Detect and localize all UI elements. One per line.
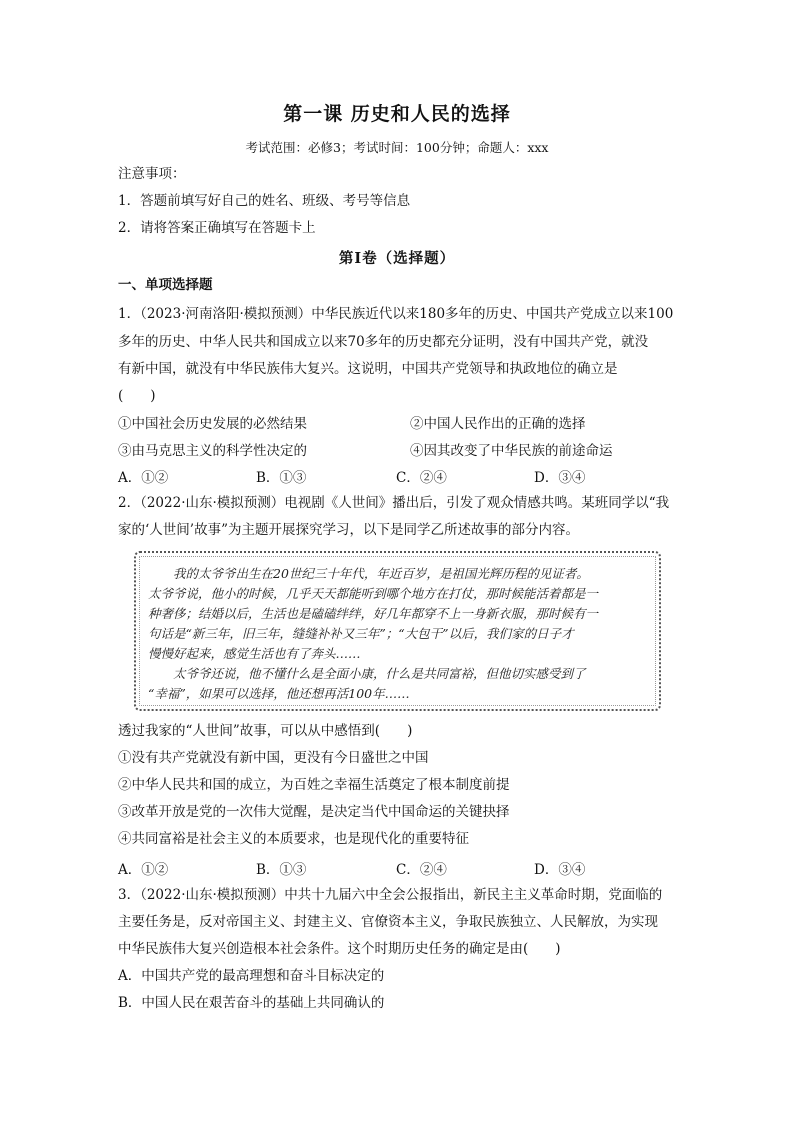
q2-choice-a[interactable]: A．①②: [118, 862, 169, 878]
q1-statement: ②中国人民作出的正确的选择: [410, 416, 586, 432]
part-title: 第I卷（选择题）: [338, 250, 456, 267]
q2-statement: ③改革开放是党的一次伟大觉醒，是决定当代中国命运的关键抉择: [118, 804, 510, 820]
q3-choice-b[interactable]: B．中国人民在艰苦奋斗的基础上共同确认的: [118, 995, 385, 1011]
q1-statement: ③由马克思主义的科学性决定的: [118, 443, 307, 459]
q2-choice-b[interactable]: B．①③: [256, 862, 307, 878]
quote-line: 太爷爷还说，他不懂什么是全面小康，什么是共同富裕，但他切实感受到了: [148, 666, 586, 681]
q3-text-line: 中华民族伟大复兴创造根本社会条件。这个时期历史任务的确定是由( ): [118, 941, 561, 957]
quote-line: 太爷爷说，他小的时候，几乎天天都能听到哪个地方在打仗，那时候能活着都是一: [148, 586, 599, 601]
q2-choice-c[interactable]: C．②④: [396, 862, 447, 878]
q1-statement: ①中国社会历史发展的必然结果: [118, 416, 307, 432]
quote-line: 我的太爷爷出生在20世纪三十年代，年近百岁，是祖国光辉历程的见证者。: [148, 566, 589, 581]
q2-statement: ②中华人民共和国的成立，为百姓之幸福生活奠定了根本制度前提: [118, 777, 510, 793]
q1-choice-c[interactable]: C．②④: [396, 470, 447, 486]
q2-statement: ④共同富裕是社会主义的本质要求，也是现代化的重要特征: [118, 831, 469, 847]
quote-line: 句话是“新三年，旧三年，缝缝补补又三年”；“大包干”以后，我们家的日子才: [148, 626, 574, 641]
q1-answer-blank: ( ): [118, 388, 156, 404]
q3-choice-a[interactable]: A．中国共产党的最高理想和奋斗目标决定的: [118, 968, 385, 984]
q2-statement: ①没有共产党就没有新中国，更没有今日盛世之中国: [118, 750, 429, 766]
q3-text-line: 3．（2022·山东·模拟预测）中共十九届六中全会公报指出，新民主主义革命时期，党面临的: [118, 887, 663, 903]
quote-line: “幸福”，如果可以选择，他还想再活100年……: [148, 686, 410, 701]
q2-choice-d[interactable]: D．③④: [534, 862, 586, 878]
q1-choice-b[interactable]: B．①③: [256, 470, 307, 486]
q1-text-line: 有新中国，就没有中华民族伟大复兴。这说明，中国共产党领导和执政地位的确立是: [118, 361, 618, 377]
q3-text-line: 主要任务是，反对帝国主义、封建主义、官僚资本主义，争取民族独立、人民解放，为实现: [118, 914, 658, 930]
q1-choice-d[interactable]: D．③④: [534, 470, 586, 486]
q2-text-line: 2．（2022·山东·模拟预测）电视剧《人世间》播出后，引发了观众情感共鸣。某班同学以“我: [118, 495, 670, 511]
page-title: 第一课 历史和人民的选择: [283, 103, 511, 125]
quote-line: 慢慢好起来，感觉生活也有了奔头……: [148, 646, 361, 661]
q1-text-line: 多年的历史、中华人民共和国成立以来70多年的历史都充分证明，没有中国共产党，就没: [118, 334, 649, 350]
q1-text-line: 1．（2023·河南洛阳·模拟预测）中华民族近代以来180多年的历史、中国共产党成立以来100: [118, 306, 674, 322]
q1-statement: ④因其改变了中华民族的前途命运: [410, 443, 613, 459]
notice-heading: 注意事项：: [118, 166, 186, 182]
quote-line: 种奢侈；结婚以后，生活也是磕磕绊绊，好几年都穿不上一身新衣服，那时候有一: [148, 606, 599, 621]
q2-text-line: 家的‘人世间’故事”为主题开展探究学习，以下是同学乙所述故事的部分内容。: [118, 522, 579, 538]
exam-meta: 考试范围：必修3；考试时间：100分钟；命题人：xxx: [245, 140, 549, 155]
section-heading: 一、单项选择题: [118, 277, 213, 293]
q2-prompt: 透过我家的“人世间”故事，可以从中感悟到( ): [118, 723, 413, 739]
notice-item: 2．请将答案正确填写在答题卡上: [118, 220, 316, 236]
q1-choice-a[interactable]: A．①②: [118, 470, 169, 486]
notice-item: 1．答题前填写好自己的姓名、班级、考号等信息: [118, 193, 411, 209]
